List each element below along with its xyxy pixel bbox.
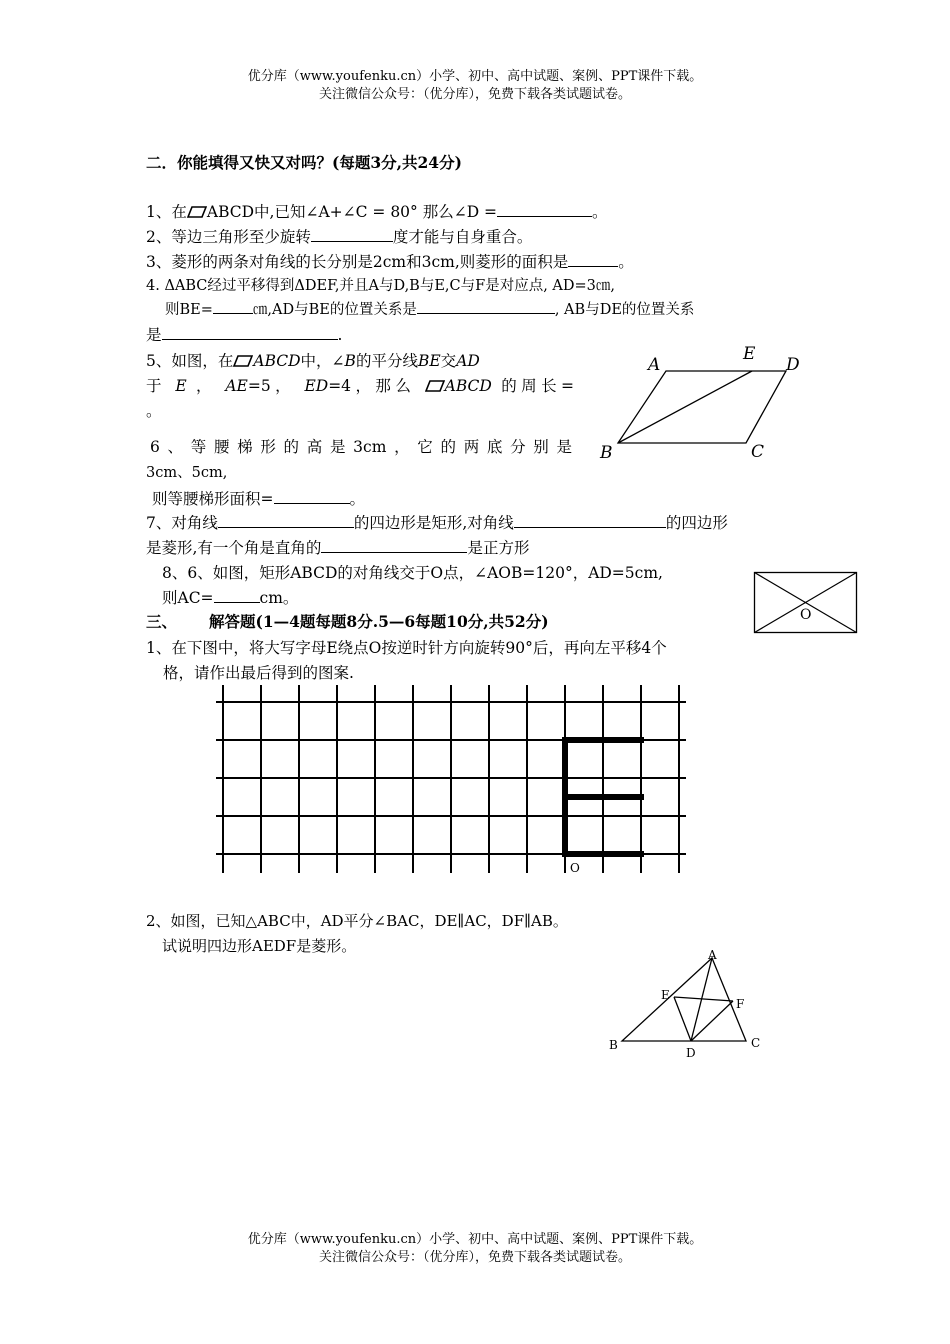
q5-t12: AE: [225, 377, 248, 395]
q3-text-a: 3、菱形的两条对角线的长分别是2cm和3cm,则菱形的面积是: [146, 253, 569, 271]
q1-text-b: ABCD中,已知∠A+∠C = 80° 那么∠D =: [206, 203, 498, 221]
label-d: D: [786, 355, 800, 375]
answer-blank-q8[interactable]: [214, 588, 260, 603]
label-a: A: [708, 948, 717, 962]
q5-t4: B: [344, 352, 356, 370]
footer-line-1: 优分库（www.youfenku.cn）小学、初中、高中试题、案例、PPT课件下载。: [247, 1232, 703, 1247]
grid-lines: [216, 685, 686, 873]
q5-t17: 的周长=: [501, 377, 574, 395]
question-2-4-line-3: [146, 324, 342, 346]
parallelogram-abcd: [618, 371, 786, 443]
q3-text-b: 。: [618, 253, 634, 271]
q1-text-c: 。: [592, 203, 608, 221]
q5-t2: ABCD: [253, 352, 301, 370]
q5-t14: ED: [304, 377, 329, 395]
question-3-2-line-1: 2、如图，已知△ABC中，AD平分∠BAC，DE∥AC，DF∥AB。: [146, 912, 568, 930]
segment-df: [691, 1001, 733, 1041]
q8-text-a: 则AC=: [162, 589, 214, 607]
q5-t11: ，: [196, 377, 216, 395]
q5-t5: 的平分线: [355, 352, 418, 370]
q8-text-b: cm。: [259, 589, 299, 607]
triangle-figure: [606, 946, 766, 1058]
q7-text-a: 7、对角线: [146, 514, 218, 532]
question-3-1-line-1: 1、在下图中，将大写字母E绕点O按逆时针方向旋转90°后，再向左平移4个: [146, 639, 667, 657]
label-b: B: [609, 1038, 618, 1052]
q7-text-d: 是菱形,有一个角是直角的: [146, 539, 322, 557]
section-2-title: 二．你能填得又快又对吗？(每题3分,共24分): [146, 153, 462, 172]
grid-label-o: O: [570, 861, 580, 875]
label-c: C: [751, 1036, 761, 1050]
section-3-number: 三、: [146, 612, 178, 631]
q5-t9: 于: [146, 377, 166, 395]
q2-text-b: 度才能与自身重合。: [392, 228, 533, 246]
question-2-6-line-2: 3cm、5cm,: [146, 465, 228, 481]
q5-t1: 5、如图，在: [146, 352, 234, 370]
header-line-1: 优分库（www.youfenku.cn）小学、初中、高中试题、案例、PPT课件下载。: [247, 69, 703, 84]
question-2-7-line-1: [146, 512, 728, 534]
question-3-2-line-2: 试说明四边形AEDF是菱形。: [162, 937, 357, 955]
question-3-1-line-2: 格，请作出最后得到的图案.: [163, 664, 354, 682]
q5-t8: AD: [456, 352, 480, 370]
q7-text-b: 的四边形是矩形,对角线: [353, 514, 514, 532]
question-2-4-line-1: 4. ΔABC经过平移得到ΔDEF,并且A与D,B与E,C与F是对应点, AD=3㎝,: [146, 278, 615, 294]
question-2-8-line-1: 8、6、如图，矩形ABCD的对角线交于O点，∠AOB=120°，AD=5cm,: [162, 564, 663, 582]
q5-t7: 交: [440, 352, 457, 370]
label-b: B: [600, 443, 613, 463]
q5-t13: =5，: [247, 377, 296, 395]
q4-text-c: , AB与DE的位置关系: [554, 302, 695, 318]
q5-t10: E: [175, 377, 187, 395]
answer-blank-q7-square[interactable]: [321, 538, 467, 553]
answer-blank-q1[interactable]: [497, 202, 592, 217]
question-2-1: [146, 201, 608, 223]
q5-t3: 中，∠: [300, 352, 345, 370]
parallelogram-icon: [425, 380, 445, 392]
answer-blank-q4-be[interactable]: [213, 299, 253, 314]
q7-text-c: 的四边形: [665, 514, 728, 532]
label-c: C: [751, 442, 765, 462]
answer-blank-q7-rhombus[interactable]: [514, 513, 666, 528]
label-o: O: [800, 607, 812, 623]
question-2-7-line-2: [146, 537, 529, 559]
q6-text-a: 则等腰梯形面积=: [152, 490, 274, 508]
answer-blank-q3[interactable]: [568, 252, 618, 267]
answer-blank-q4-ad-be[interactable]: [417, 299, 555, 314]
q5-t6: BE: [417, 352, 441, 370]
question-2-5-line-3: 。: [146, 402, 162, 420]
rectangle-figure: [753, 571, 859, 635]
segment-ef: [674, 997, 733, 1001]
parallelogram-icon: [187, 206, 207, 218]
question-2-5-line-2: [146, 375, 574, 397]
q4-text-b: ㎝,AD与BE的位置关系是: [252, 302, 417, 318]
section-3-heading: 解答题(1—4题每题8分.5—6每题10分,共52分): [209, 612, 549, 631]
q5-t15: =4，那么: [328, 377, 416, 395]
q1-text-a: 1、在: [146, 203, 187, 221]
q4-text-a: 则BE=: [165, 302, 213, 318]
triangle-abc: [622, 958, 746, 1041]
segment-be: [618, 371, 752, 443]
question-2-6-line-1: 6、等腰梯形的高是3cm，它的两底分别是: [150, 438, 572, 456]
parallelogram-icon: [233, 355, 253, 367]
label-f: F: [736, 997, 745, 1011]
segment-de: [674, 997, 691, 1041]
question-2-8-line-2: [162, 587, 298, 609]
q6-text-b: 。: [349, 490, 366, 508]
answer-blank-q2[interactable]: [311, 227, 393, 242]
section-3-title: [146, 611, 549, 633]
question-2-4-line-2: [165, 299, 694, 321]
question-2-3: [146, 251, 634, 273]
answer-blank-q7-rect[interactable]: [218, 513, 354, 528]
grid-figure: [216, 683, 686, 877]
label-e: E: [743, 344, 756, 364]
answer-blank-q6[interactable]: [274, 489, 350, 504]
label-d: D: [686, 1046, 696, 1058]
q4-text-d: 是: [146, 326, 162, 344]
label-a: A: [648, 355, 661, 375]
footer-line-2: 关注微信公众号：（优分库），免费下载各类试题试卷。: [318, 1250, 631, 1265]
label-e: E: [661, 988, 670, 1002]
q2-text-a: 2、等边三角形至少旋转: [146, 228, 311, 246]
question-2-2: [146, 226, 532, 248]
q5-t16: ABCD: [444, 377, 492, 395]
answer-blank-q4-ab-de[interactable]: [162, 325, 338, 340]
question-2-6-line-3: [152, 488, 365, 510]
question-2-5-line-1: [146, 350, 480, 372]
q4-text-e: .: [337, 326, 343, 344]
parallelogram-figure: [596, 340, 808, 464]
q7-text-e: 是正方形: [467, 539, 530, 557]
header-line-2: 关注微信公众号：（优分库），免费下载各类试题试卷。: [318, 87, 631, 102]
